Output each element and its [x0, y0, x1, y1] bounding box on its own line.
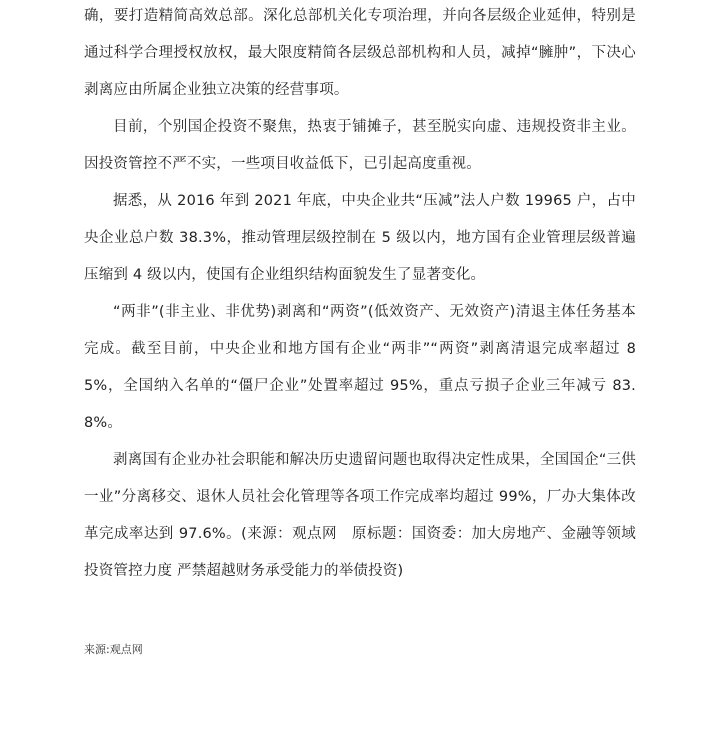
article-paragraph: 据悉，从 2016 年到 2021 年底，中央企业共“压减”法人户数 19965 户，占中央企业总户数 38.3%，推动管理层级控制在 5 级以内，地方国有企业管理层级普遍压缩到 4 级以内，使国有企业组织结构面貌发生了显著变化。: [84, 193, 636, 283]
source-credit: 来源:观点网: [84, 643, 143, 656]
article-paragraph: “两非”(非主业、非优势)剥离和“两资”(低效资产、无效资产)清退主体任务基本完成。截至目前，中央企业和地方国有企业“两非”“两资”剥离清退完成率超过 85%，全国纳入名单的“僵尸企业”处置率超过 95%，重点亏损子企业三年减亏 83.8%。: [84, 304, 636, 431]
article-body: [84, 0, 636, 590]
article-paragraph: 剥离国有企业办社会职能和解决历史遗留问题也取得决定性成果，全国国企“三供一业”分离移交、退休人员社会化管理等各项工作完成率均超过 99%，厂办大集体改革完成率达到 97.6%。(来源：观点网 原标题：国资委：加大房地产、金融等领域投资管控力度 严禁超越财务承受能力的举债投资): [84, 452, 636, 579]
article-paragraph: 目前，个别国企投资不聚焦，热衷于铺摊子，甚至脱实向虚、违规投资非主业。因投资管控不严不实，一些项目收益低下，已引起高度重视。: [84, 119, 636, 172]
article-paragraph: 确，要打造精简高效总部。深化总部机关化专项治理，并向各层级企业延伸，特别是通过科学合理授权放权，最大限度精简各层级总部机构和人员，减掉“臃肿”，下决心剥离应由所属企业独立决策的经营事项。: [84, 8, 636, 98]
